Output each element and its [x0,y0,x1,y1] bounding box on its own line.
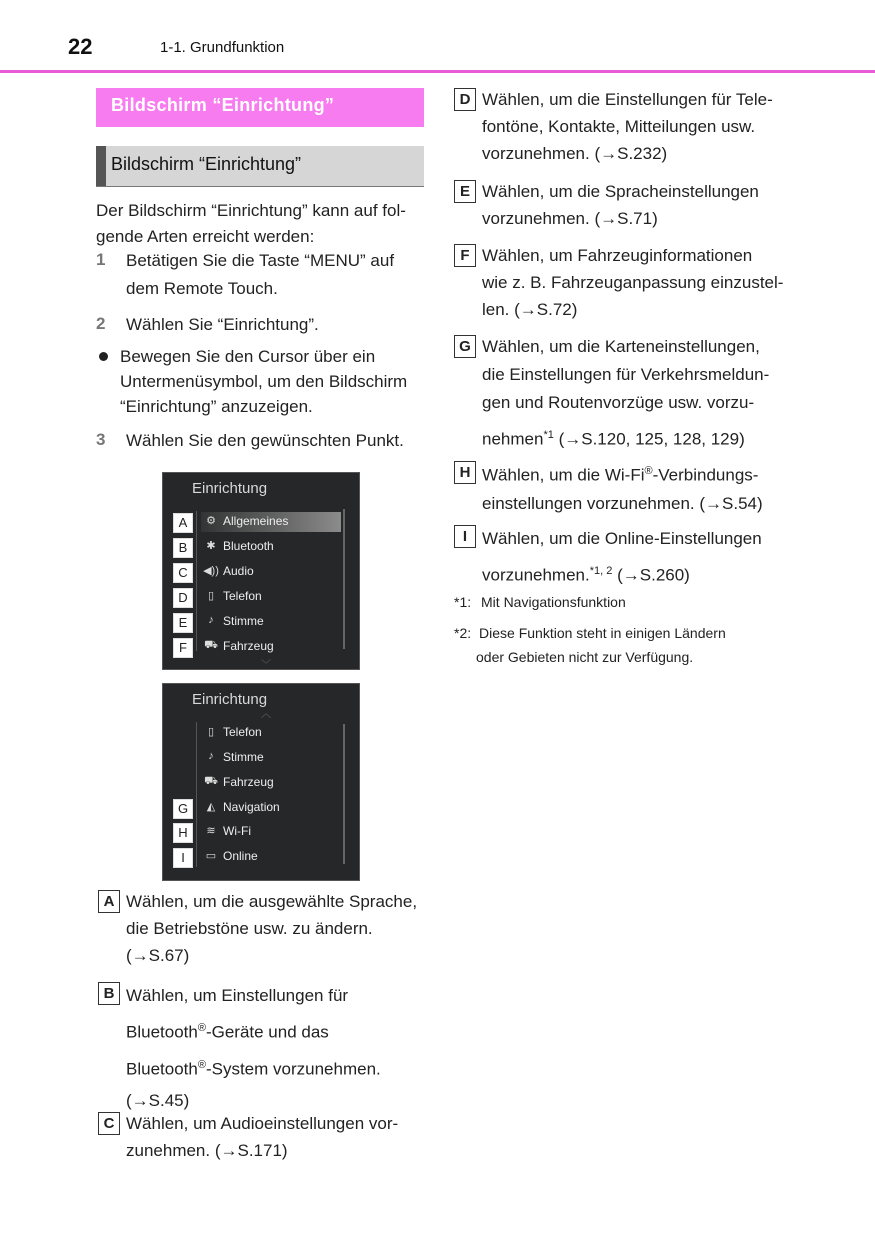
bullet-line: Untermenüsymbol, um den Bildschirm [120,372,408,391]
chevron-up-icon[interactable]: ︿ [261,709,271,720]
item-line: Wählen, um Einstellungen für [126,986,349,1005]
menu-row-online[interactable] [201,847,341,867]
step-line: Betätigen Sie die Taste “MENU” auf [126,251,395,270]
item-description [482,242,792,323]
item-line: gen und Routenvorzüge usw. vorzu- [482,393,755,412]
intro-line: gende Arten erreicht werden: [96,227,315,246]
step-text: Wählen Sie den gewünschten Punkt. [126,431,404,450]
item-line: Wählen, um die Karteneinstellungen, [482,337,760,356]
item-letter-box: B [98,982,120,1005]
item-line: vorzunehmen. (→S.71) [482,209,658,228]
step-text [126,312,426,338]
page-number: 22 [68,34,93,59]
callout-box: E [173,613,193,633]
callout-box: H [173,823,193,843]
scrollbar [343,724,345,864]
item-letter-box: I [454,525,476,548]
menu-row-bluetooth[interactable] [201,537,341,557]
menu-row-label: Stimme [223,750,264,764]
item-description [482,86,792,167]
step-number: 2 [96,314,106,333]
item-description [482,178,792,232]
chevron-down-icon[interactable]: ﹀ [261,660,271,671]
item-letter-box: E [454,180,476,203]
item-line: Wählen, um die Online-Einstellungen [482,529,762,548]
item-line: Wählen, um die Wi-Fi®-Verbindungs- [482,465,759,485]
item-letter-box: G [454,335,476,358]
menu-row-fahrzeug[interactable] [201,773,341,793]
item-line: einstellungen vorzunehmen. (→S.54) [482,493,763,513]
callout-box: I [173,848,193,868]
item-line: die Betriebstöne usw. zu ändern. [126,919,373,938]
phone-icon: ▯ [207,726,215,738]
car-icon: ⛟ [204,775,218,787]
menu-row-allgemeines[interactable] [201,512,341,532]
item-description [482,523,792,592]
footnote [454,590,774,614]
screen-divider [196,722,197,867]
item-description [126,1110,426,1164]
section-title-text: Bildschirm “Einrichtung” [111,95,335,115]
bullet-text [120,344,430,419]
step-line: dem Remote Touch. [126,279,278,298]
menu-row-stimme[interactable] [201,748,341,768]
item-letter-box: F [454,244,476,267]
intro-paragraph [96,198,426,250]
header-rule [0,70,875,73]
heading-bar [96,146,106,186]
voice-icon: ♪ [208,750,214,762]
footnote-mark: *2: [454,625,472,641]
menu-row-telefon[interactable] [201,723,341,743]
screen-title: Einrichtung [192,691,268,708]
menu-row-fahrzeug[interactable] [201,637,341,657]
footnote-text: Diese Funktion steht in einigen Ländern [479,625,726,641]
item-line: Wählen, um die Spracheinstellungen [482,182,759,201]
subsection-heading-text: Bildschirm “Einrichtung” [111,154,302,174]
intro-line: Der Bildschirm “Einrichtung” kann auf fol- [96,201,406,220]
menu-row-telefon[interactable] [201,587,341,607]
item-letter-box: A [98,890,120,913]
item-line: Bluetooth®-Geräte und das [126,1022,329,1042]
callout-box: D [173,588,193,608]
item-line: len. (→S.72) [482,300,578,319]
item-description [126,888,426,969]
menu-row-audio[interactable] [201,562,341,582]
item-line: (→S.45) [126,1091,190,1111]
menu-row-label: Fahrzeug [223,639,274,653]
menu-row-label: Wi-Fi [223,824,251,838]
menu-row-label: Navigation [223,800,280,814]
step-number: 3 [96,430,106,449]
setup-screen-1 [162,472,360,670]
gear-icon: ⚙ [206,515,216,527]
footnote [454,621,774,669]
scrollbar [343,509,345,649]
step-line: Wählen Sie “Einrichtung”. [126,315,319,334]
navigation-icon: ◭ [206,801,216,813]
phone-icon: ▯ [207,590,215,602]
item-description [126,980,426,1117]
screen-title: Einrichtung [192,480,268,497]
menu-row-label: Allgemeines [223,514,289,528]
item-line: Wählen, um Fahrzeuginformationen [482,246,753,265]
callout-box: A [173,513,193,533]
item-line: die Einstellungen für Verkehrsmeldun- [482,365,770,384]
footnote-text: Mit Navigationsfunktion [481,594,626,610]
item-description [482,333,792,454]
menu-row-navigation[interactable] [201,798,341,818]
voice-icon: ♪ [208,614,214,626]
menu-row-label: Audio [223,564,254,578]
item-line: zunehmen. (→S.171) [126,1141,288,1160]
wifi-icon: ≋ [206,825,216,837]
item-line: vorzunehmen.$^{*1, 2}$ (→S.260) [482,565,690,585]
item-line: fontöne, Kontakte, Mitteilungen usw. [482,117,756,136]
bullet-line: “Einrichtung” anzuzeigen. [120,397,313,416]
online-icon: ▭ [205,850,217,862]
menu-row-label: Fahrzeug [223,775,274,789]
item-line: Wählen, um die ausgewählte Sprache, [126,892,418,911]
car-icon: ⛟ [204,639,218,651]
item-description [482,457,792,518]
callout-box: C [173,563,193,583]
item-letter-box: D [454,88,476,111]
item-letter-box: H [454,461,476,484]
callout-box: F [173,638,193,658]
item-letter-box: C [98,1112,120,1135]
item-line: Wählen, um Audioeinstellungen vor- [126,1114,399,1133]
menu-row-label: Online [223,849,258,863]
bullet-line: Bewegen Sie den Cursor über ein [120,347,376,366]
item-line: (→S.67) [126,946,190,965]
callout-box: B [173,538,193,558]
bullet-icon [99,352,108,361]
screen-divider [196,511,197,651]
bluetooth-icon: ✱ [206,540,216,552]
speaker-icon: ◀)) [203,565,219,577]
menu-row-wifi[interactable] [201,822,341,842]
section-label: 1-1. Grundfunktion [160,39,285,56]
step-text [126,248,426,302]
section-title-banner [96,88,424,127]
menu-row-stimme[interactable] [201,612,341,632]
menu-row-label: Stimme [223,614,264,628]
footnote-text: oder Gebieten nicht zur Verfügung. [476,649,694,665]
footnote-mark: *1: [454,594,472,610]
subsection-heading [96,146,424,187]
menu-row-label: Telefon [223,589,262,603]
item-line: wie z. B. Fahrzeuganpassung einzustel- [482,273,784,292]
setup-screen-2 [162,683,360,881]
item-line: nehmen$^{*1}$ (→S.120, 125, 128, 129) [482,429,745,449]
item-line: Bluetooth®-System vorzunehmen. [126,1058,381,1079]
menu-row-label: Telefon [223,725,262,739]
callout-box: G [173,799,193,819]
menu-row-label: Bluetooth [223,539,274,553]
item-line: vorzunehmen. (→S.232) [482,144,668,163]
item-line: Wählen, um die Einstellungen für Tele- [482,90,773,109]
step-number: 1 [96,250,106,269]
